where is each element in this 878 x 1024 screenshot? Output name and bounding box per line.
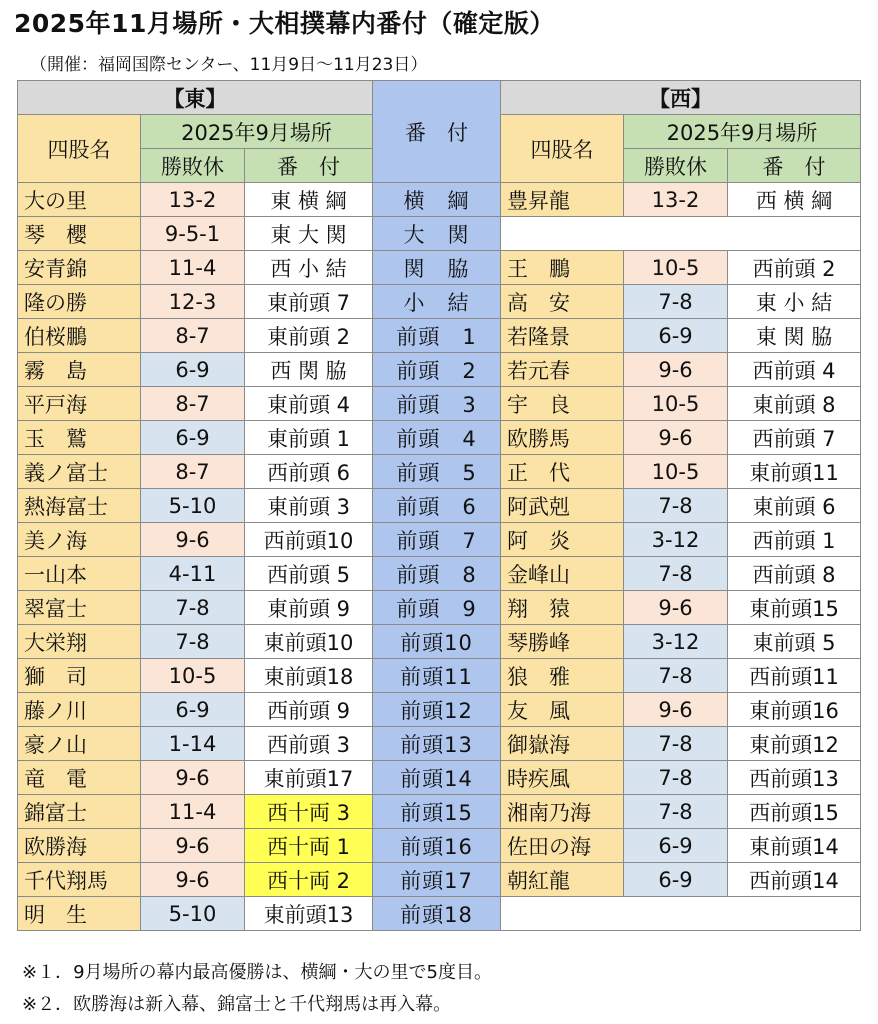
table-row (18, 319, 861, 353)
east-prev-rank: 西 関 脇 (245, 353, 373, 387)
east-record: 9-6 (141, 761, 245, 795)
east-prev-rank: 西前頭 3 (245, 727, 373, 761)
east-prev-rank: 西十両 2 (245, 863, 373, 897)
table-row (18, 523, 861, 557)
east-record: 7-8 (141, 625, 245, 659)
east-record: 6-9 (141, 693, 245, 727)
west-record: 10-5 (624, 455, 728, 489)
west-prev-rank: 東前頭 5 (728, 625, 861, 659)
east-record: 13-2 (141, 183, 245, 217)
rank-cell: 前頭18 (373, 897, 501, 931)
east-shikona: 錦富士 (18, 795, 141, 829)
west-prev-rank: 西前頭 7 (728, 421, 861, 455)
east-record: 8-7 (141, 387, 245, 421)
west-record: 9-6 (624, 693, 728, 727)
rank-cell: 前頭17 (373, 863, 501, 897)
west-record: 7-8 (624, 761, 728, 795)
west-record: 7-8 (624, 727, 728, 761)
west-prev-rank: 東前頭11 (728, 455, 861, 489)
rank-cell: 前頭16 (373, 829, 501, 863)
table-row (18, 421, 861, 455)
table-row (18, 387, 861, 421)
west-shikona: 湘南乃海 (501, 795, 624, 829)
west-record: 13-2 (624, 183, 728, 217)
east-prev-rank: 西前頭 9 (245, 693, 373, 727)
footnote-2: ※２．欧勝海は新入幕、錦富士と千代翔馬は再入幕。 (22, 994, 452, 1015)
west-empty-cell (501, 217, 861, 251)
east-prev-rank: 東前頭13 (245, 897, 373, 931)
east-prev-basho-header: 2025年9月場所 (141, 115, 373, 149)
east-record: 11-4 (141, 795, 245, 829)
east-prev-rank: 西 小 結 (245, 251, 373, 285)
banzuke-body (18, 183, 861, 931)
west-record: 3-12 (624, 625, 728, 659)
east-shikona: 一山本 (18, 557, 141, 591)
east-shikona: 明 生 (18, 897, 141, 931)
rank-cell: 前頭 9 (373, 591, 501, 625)
rank-cell: 前頭10 (373, 625, 501, 659)
rank-cell: 前頭12 (373, 693, 501, 727)
east-shikona: 翠富士 (18, 591, 141, 625)
east-prev-rank: 東前頭 1 (245, 421, 373, 455)
west-record: 9-6 (624, 421, 728, 455)
west-prev-rank: 西 横 綱 (728, 183, 861, 217)
table-row (18, 183, 861, 217)
west-shikona: 若隆景 (501, 319, 624, 353)
west-prev-rank: 東 関 脇 (728, 319, 861, 353)
east-prev-rank: 東 横 綱 (245, 183, 373, 217)
rank-cell: 前頭 4 (373, 421, 501, 455)
east-shikona: 琴 櫻 (18, 217, 141, 251)
rank-cell: 前頭 7 (373, 523, 501, 557)
west-empty-cell (501, 897, 861, 931)
east-shikona: 霧 島 (18, 353, 141, 387)
east-record: 9-6 (141, 523, 245, 557)
west-name-header: 四股名 (501, 115, 624, 183)
west-prev-rank: 東前頭14 (728, 829, 861, 863)
west-record: 7-8 (624, 557, 728, 591)
east-shikona: 藤ノ川 (18, 693, 141, 727)
table-row (18, 897, 861, 931)
rank-cell: 前頭11 (373, 659, 501, 693)
west-record: 6-9 (624, 829, 728, 863)
west-prev-rank: 東前頭12 (728, 727, 861, 761)
rank-cell: 前頭13 (373, 727, 501, 761)
east-side-header: 【東】 (18, 81, 373, 115)
east-prev-rank: 西十両 3 (245, 795, 373, 829)
east-shikona: 隆の勝 (18, 285, 141, 319)
west-prev-rank: 西前頭 8 (728, 557, 861, 591)
rank-cell: 大 関 (373, 217, 501, 251)
west-record-header: 勝敗休 (624, 149, 728, 183)
west-prev-rank: 東前頭15 (728, 591, 861, 625)
table-row (18, 217, 861, 251)
west-shikona: 王 鵬 (501, 251, 624, 285)
east-record: 11-4 (141, 251, 245, 285)
table-row (18, 795, 861, 829)
rank-cell: 前頭 1 (373, 319, 501, 353)
west-record: 7-8 (624, 659, 728, 693)
west-shikona: 翔 猿 (501, 591, 624, 625)
east-record: 1-14 (141, 727, 245, 761)
east-record: 5-10 (141, 489, 245, 523)
page-subtitle: （開催：福岡国際センター、11月9日～11月23日） (30, 55, 428, 75)
west-shikona: 金峰山 (501, 557, 624, 591)
west-prev-basho-header: 2025年9月場所 (624, 115, 861, 149)
table-row (18, 693, 861, 727)
east-shikona: 平戸海 (18, 387, 141, 421)
west-shikona: 若元春 (501, 353, 624, 387)
east-prev-rank: 東前頭 9 (245, 591, 373, 625)
east-record: 9-6 (141, 863, 245, 897)
east-record: 4-11 (141, 557, 245, 591)
west-prev-rank: 東前頭 8 (728, 387, 861, 421)
east-record: 10-5 (141, 659, 245, 693)
banzuke-table (17, 80, 861, 931)
east-record: 6-9 (141, 421, 245, 455)
rank-cell: 関 脇 (373, 251, 501, 285)
east-shikona: 義ノ富士 (18, 455, 141, 489)
east-shikona: 玉 鷲 (18, 421, 141, 455)
footnote-1: ※１．9月場所の幕内最高優勝は、横綱・大の里で5度目。 (22, 962, 492, 983)
west-shikona: 琴勝峰 (501, 625, 624, 659)
east-prev-rank: 東前頭 3 (245, 489, 373, 523)
rank-cell: 横 綱 (373, 183, 501, 217)
east-record: 8-7 (141, 319, 245, 353)
table-row (18, 625, 861, 659)
rank-cell: 前頭 2 (373, 353, 501, 387)
east-shikona: 千代翔馬 (18, 863, 141, 897)
table-row (18, 251, 861, 285)
west-prev-rank: 西前頭13 (728, 761, 861, 795)
table-row (18, 727, 861, 761)
table-row (18, 761, 861, 795)
west-shikona: 朝紅龍 (501, 863, 624, 897)
rank-cell: 前頭 8 (373, 557, 501, 591)
table-row (18, 353, 861, 387)
west-prev-rank: 西前頭 2 (728, 251, 861, 285)
table-row (18, 659, 861, 693)
west-prev-rank: 東前頭 6 (728, 489, 861, 523)
west-prev-rank: 東前頭16 (728, 693, 861, 727)
west-shikona: 阿武剋 (501, 489, 624, 523)
west-shikona: 宇 良 (501, 387, 624, 421)
west-shikona: 時疾風 (501, 761, 624, 795)
west-record: 7-8 (624, 795, 728, 829)
east-shikona: 伯桜鵬 (18, 319, 141, 353)
east-shikona: 竜 電 (18, 761, 141, 795)
west-prev-rank-header: 番 付 (728, 149, 861, 183)
west-record: 3-12 (624, 523, 728, 557)
east-record-header: 勝敗休 (141, 149, 245, 183)
east-shikona: 美ノ海 (18, 523, 141, 557)
east-prev-rank: 東前頭 2 (245, 319, 373, 353)
east-prev-rank: 東前頭 7 (245, 285, 373, 319)
west-shikona: 高 安 (501, 285, 624, 319)
table-row (18, 489, 861, 523)
rank-cell: 前頭 6 (373, 489, 501, 523)
west-record: 9-6 (624, 591, 728, 625)
west-prev-rank: 西前頭14 (728, 863, 861, 897)
page-title: 2025年11月場所・大相撲幕内番付（確定版） (14, 9, 555, 38)
table-row (18, 455, 861, 489)
east-shikona: 安青錦 (18, 251, 141, 285)
west-shikona: 正 代 (501, 455, 624, 489)
east-shikona: 大の里 (18, 183, 141, 217)
west-shikona: 欧勝馬 (501, 421, 624, 455)
west-prev-rank: 西前頭11 (728, 659, 861, 693)
table-row (18, 557, 861, 591)
west-record: 6-9 (624, 863, 728, 897)
east-name-header: 四股名 (18, 115, 141, 183)
table-row (18, 591, 861, 625)
east-shikona: 熱海富士 (18, 489, 141, 523)
table-row (18, 829, 861, 863)
east-record: 5-10 (141, 897, 245, 931)
east-shikona: 豪ノ山 (18, 727, 141, 761)
east-prev-rank: 東 大 関 (245, 217, 373, 251)
east-prev-rank: 東前頭17 (245, 761, 373, 795)
east-shikona: 獅 司 (18, 659, 141, 693)
west-side-header: 【西】 (501, 81, 861, 115)
west-shikona: 狼 雅 (501, 659, 624, 693)
east-record: 9-5-1 (141, 217, 245, 251)
east-record: 7-8 (141, 591, 245, 625)
rank-cell: 前頭14 (373, 761, 501, 795)
west-shikona: 佐田の海 (501, 829, 624, 863)
west-shikona: 阿 炎 (501, 523, 624, 557)
east-record: 9-6 (141, 829, 245, 863)
rank-cell: 前頭 5 (373, 455, 501, 489)
east-shikona: 大栄翔 (18, 625, 141, 659)
west-record: 10-5 (624, 251, 728, 285)
rank-cell: 小 結 (373, 285, 501, 319)
west-shikona: 御嶽海 (501, 727, 624, 761)
east-prev-rank-header: 番 付 (245, 149, 373, 183)
west-record: 7-8 (624, 285, 728, 319)
east-prev-rank: 東前頭 4 (245, 387, 373, 421)
table-row (18, 285, 861, 319)
west-record: 9-6 (624, 353, 728, 387)
west-record: 7-8 (624, 489, 728, 523)
east-prev-rank: 西十両 1 (245, 829, 373, 863)
east-prev-rank: 西前頭10 (245, 523, 373, 557)
rank-column-header: 番 付 (373, 81, 501, 183)
east-prev-rank: 西前頭 6 (245, 455, 373, 489)
table-row (18, 863, 861, 897)
east-record: 12-3 (141, 285, 245, 319)
rank-cell: 前頭 3 (373, 387, 501, 421)
west-prev-rank: 西前頭 1 (728, 523, 861, 557)
west-shikona: 豊昇龍 (501, 183, 624, 217)
west-shikona: 友 風 (501, 693, 624, 727)
east-record: 6-9 (141, 353, 245, 387)
rank-cell: 前頭15 (373, 795, 501, 829)
west-prev-rank: 西前頭15 (728, 795, 861, 829)
east-prev-rank: 西前頭 5 (245, 557, 373, 591)
east-prev-rank: 東前頭10 (245, 625, 373, 659)
west-prev-rank: 西前頭 4 (728, 353, 861, 387)
east-prev-rank: 東前頭18 (245, 659, 373, 693)
west-prev-rank: 東 小 結 (728, 285, 861, 319)
west-record: 6-9 (624, 319, 728, 353)
east-record: 8-7 (141, 455, 245, 489)
west-record: 10-5 (624, 387, 728, 421)
east-shikona: 欧勝海 (18, 829, 141, 863)
